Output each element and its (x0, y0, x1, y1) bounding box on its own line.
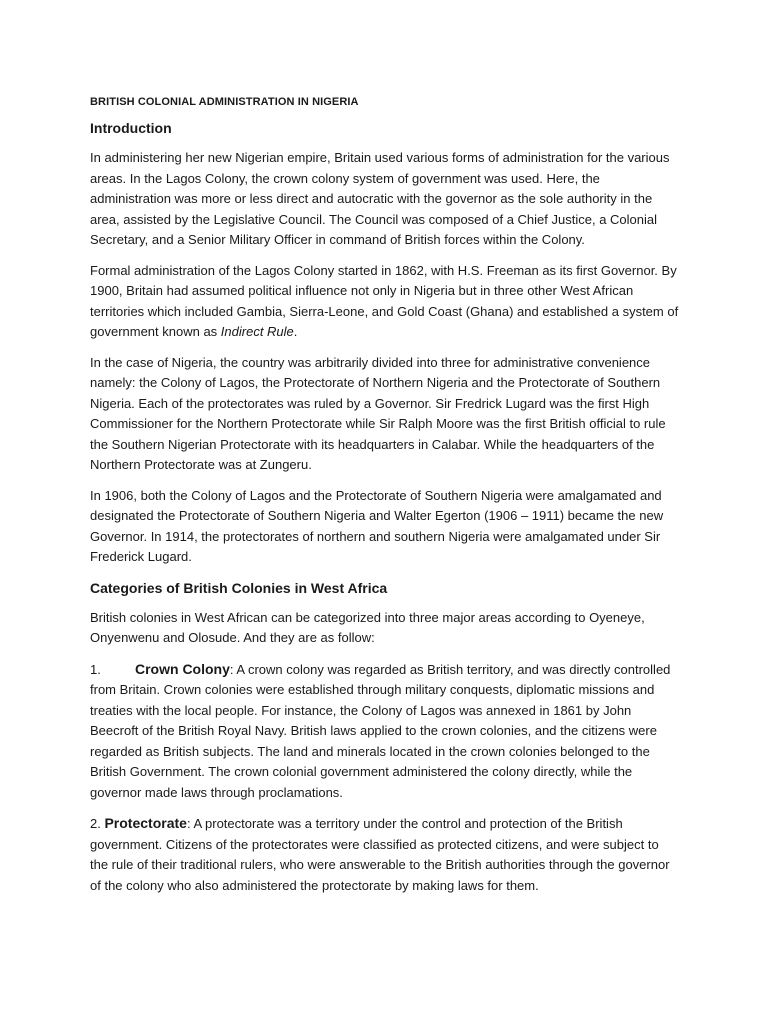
indirect-rule-emphasis: Indirect Rule (220, 324, 294, 339)
intro-paragraph: In administering her new Nigerian empire, Britain used various forms of administration for the various areas. In the Lagos Colony, the crown colony system of government was used. Here, the administration was more or less direct and autocratic with the governor as the sole authority in the area, assisted by the Legislative Council. The Council was composed of a Chief Justice, a Colonial Secretary, and a Senior Military Officer in command of British forces within the Colony. (90, 150, 670, 247)
document-body (90, 95, 680, 906)
paragraph-end: . (293, 324, 298, 339)
protectorate-text: : A protectorate was a territory under the control and protection of the British government. Citizens of the protectorates were classified as protected citizens, and were subject to the rule of their traditional rulers, who were answerable to the British authorities through the governor of the colony who also administered the protectorate by making laws for them. (90, 816, 670, 893)
introduction-heading: Introduction (90, 120, 172, 136)
lagos-colony-paragraph (90, 261, 680, 343)
item-number: 1. (90, 661, 101, 677)
document-title: BRITISH COLONIAL ADMINISTRATION IN NIGERIA (90, 96, 359, 108)
crown-colony-label: Crown Colony (135, 660, 230, 677)
item-number: 2. (90, 816, 101, 831)
amalgamation-paragraph: In 1906, both the Colony of Lagos and the Protectorate of Southern Nigeria were amalgamated and designated the Protectorate of Southern Nigeria and Walter Egerton (1906 – 1911) became the new Governor. In 1914, the protectorates of northern and southern Nigeria were amalgamated under Sir Frederick Lugard. (90, 487, 664, 564)
protectorate-item (90, 813, 680, 896)
crown-colony-text: : A crown colony was regarded as British territory, and was directly controlled from Britain. Crown colonies were established through military conquests, diplomatic missions and treaties with the local people. For instance, the Colony of Lagos was annexed in 1861 by John Beecroft of the British Royal Navy. British laws applied to the crown colonies, and the citizens were regarded as British subjects. The land and minerals located in the crown colonies belonged to the British Government. The crown colonial government administered the colony directly, while the governor made laws through proclamations. (90, 661, 671, 800)
nigeria-division-paragraph: In the case of Nigeria, the country was arbitrarily divided into three for administrative convenience namely: the Colony of Lagos, the Protectorate of Northern Nigeria and the Protectorate of Southern Nigeria. Each of the protectorates was ruled by a Governor. Sir Fredrick Lugard was the first High Commissioner for the Northern Protectorate while Sir Ralph Moore was the first British official to rule the Southern Nigerian Protectorate with its headquarters in Calabar. While the headquarters of the Northern Protectorate was at Zungeru. (90, 354, 666, 472)
crown-colony-item (90, 659, 680, 804)
categories-intro-paragraph: British colonies in West African can be categorized into three major areas according to Oyeneye, Onyenwenu and Olosude. And they are as follow: (90, 609, 645, 645)
categories-heading: Categories of British Colonies in West Africa (90, 579, 388, 596)
paragraph-text: Formal administration of the Lagos Colony started in 1862, with H.S. Freeman as its first Governor. By 1900, Britain had assumed political influence not only in Nigeria but in three other West African territories which included Gambia, Sierra-Leone, and Gold Coast (Ghana) and established a system of government known as (90, 262, 679, 339)
protectorate-label: Protectorate (104, 815, 187, 831)
